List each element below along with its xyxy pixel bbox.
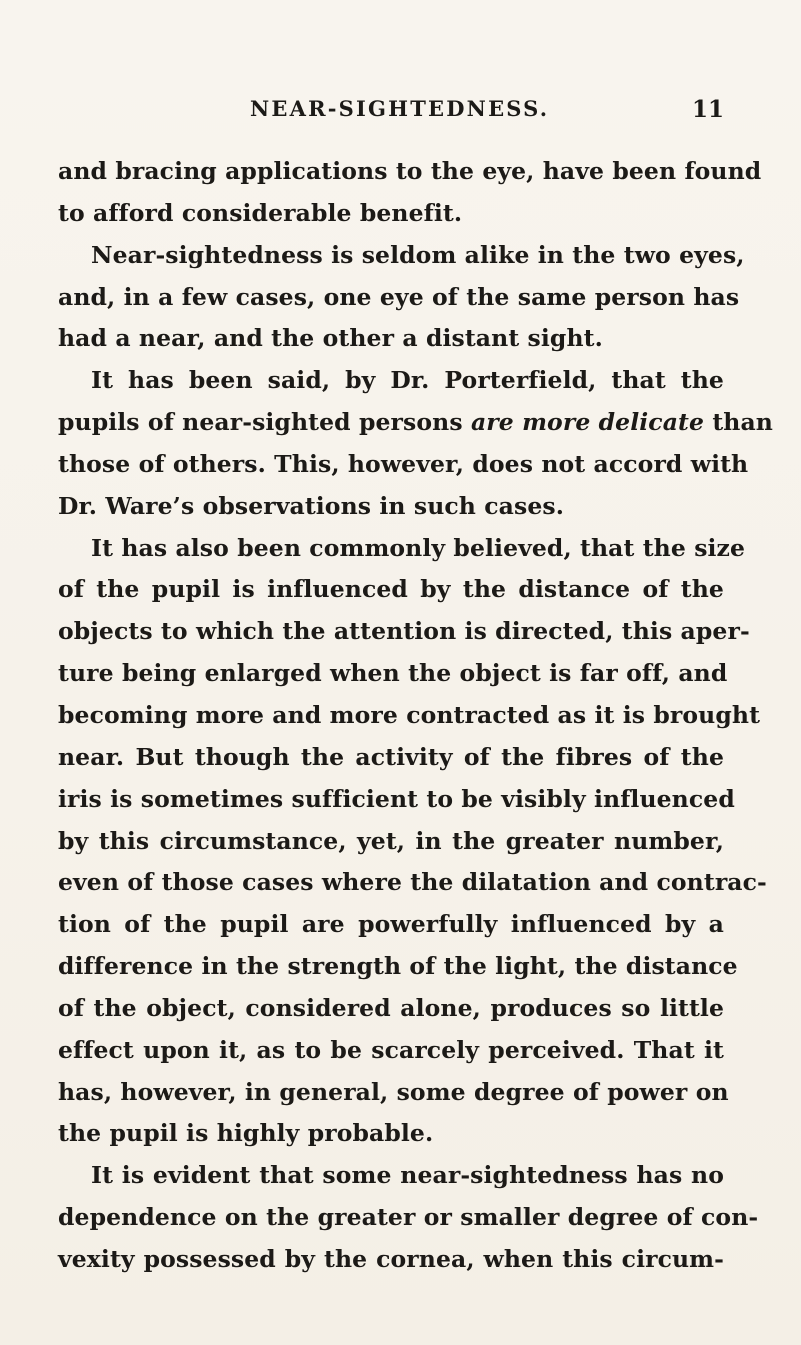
text-line xyxy=(58,653,728,695)
text-line xyxy=(58,611,750,653)
page-header xyxy=(58,96,724,126)
text-segment: iris is sometimes sufficient to be visibly influenced xyxy=(58,784,735,813)
page-number: 11 xyxy=(691,96,724,123)
text-segment: the pupil is highly probable. xyxy=(58,1119,434,1148)
text-line xyxy=(58,402,773,444)
italic-text-segment: are more delicate xyxy=(470,408,705,437)
text-segment: becoming more and more contracted as it is brought xyxy=(58,700,761,729)
text-segment: Dr. Ware’s observations in such cases. xyxy=(58,491,564,520)
text-segment: those of others. This, however, does not accord with xyxy=(58,449,749,478)
paper-mark xyxy=(742,1210,752,1220)
text-line xyxy=(58,1030,724,1072)
text-segment: of the pupil is influenced by the distance of the xyxy=(58,575,724,604)
running-head: NEAR-SIGHTEDNESS. xyxy=(250,96,550,121)
text-segment: objects to which the attention is directed, this aper- xyxy=(58,617,750,646)
text-line xyxy=(58,193,724,235)
text-line xyxy=(58,1239,724,1281)
text-segment: It has been said, by Dr. Porterfield, that the xyxy=(91,366,724,395)
text-segment: vexity possessed by the cornea, when this circum- xyxy=(58,1244,724,1273)
text-segment: It is evident that some near-sightedness has no xyxy=(91,1161,724,1190)
text-line xyxy=(58,695,761,737)
text-line xyxy=(58,486,724,528)
text-segment: has, however, in general, some degree of power on xyxy=(58,1077,729,1106)
body-text xyxy=(58,151,773,1281)
text-segment: by this circumstance, yet, in the greater number, xyxy=(58,826,724,855)
text-line xyxy=(58,1072,729,1114)
text-segment: dependence on the greater or smaller degree of con- xyxy=(58,1203,759,1232)
text-segment: Near-sightedness is seldom alike in the two eyes, xyxy=(91,240,745,269)
text-line xyxy=(58,737,724,779)
text-segment: ture being enlarged when the object is far off, and xyxy=(58,659,728,688)
text-line xyxy=(58,277,740,319)
text-segment: difference in the strength of the light, the distance xyxy=(58,952,738,981)
text-line xyxy=(58,1155,724,1197)
text-segment: It has also been commonly believed, that the size xyxy=(91,533,746,562)
text-line xyxy=(58,151,762,193)
text-segment: than xyxy=(704,408,773,437)
text-segment: and, in a few cases, one eye of the same person has xyxy=(58,282,740,311)
text-line xyxy=(58,1113,724,1155)
text-segment: pupils of near-sighted persons xyxy=(58,408,471,437)
text-line xyxy=(58,569,724,611)
text-segment: effect upon it, as to be scarcely perceived. That it xyxy=(58,1035,724,1064)
text-segment: even of those cases where the dilatation and contrac- xyxy=(58,868,767,897)
text-line xyxy=(58,988,724,1030)
text-segment: had a near, and the other a distant sight. xyxy=(58,324,603,353)
text-line xyxy=(58,318,724,360)
text-line xyxy=(58,444,749,486)
text-line xyxy=(58,946,738,988)
text-line xyxy=(58,235,745,277)
text-segment: near. But though the activity of the fibres of the xyxy=(58,742,724,771)
text-segment: to afford considerable benefit. xyxy=(58,198,463,227)
text-segment: tion of the pupil are powerfully influenced by a xyxy=(58,910,724,939)
text-line xyxy=(58,821,724,863)
text-segment: of the object, considered alone, produces so little xyxy=(58,993,724,1022)
text-line xyxy=(58,1197,759,1239)
text-line xyxy=(58,862,767,904)
text-segment: and bracing applications to the eye, have been found xyxy=(58,157,762,185)
text-line xyxy=(58,779,735,821)
text-line xyxy=(58,360,724,402)
text-line xyxy=(58,904,724,946)
text-line xyxy=(58,528,746,570)
